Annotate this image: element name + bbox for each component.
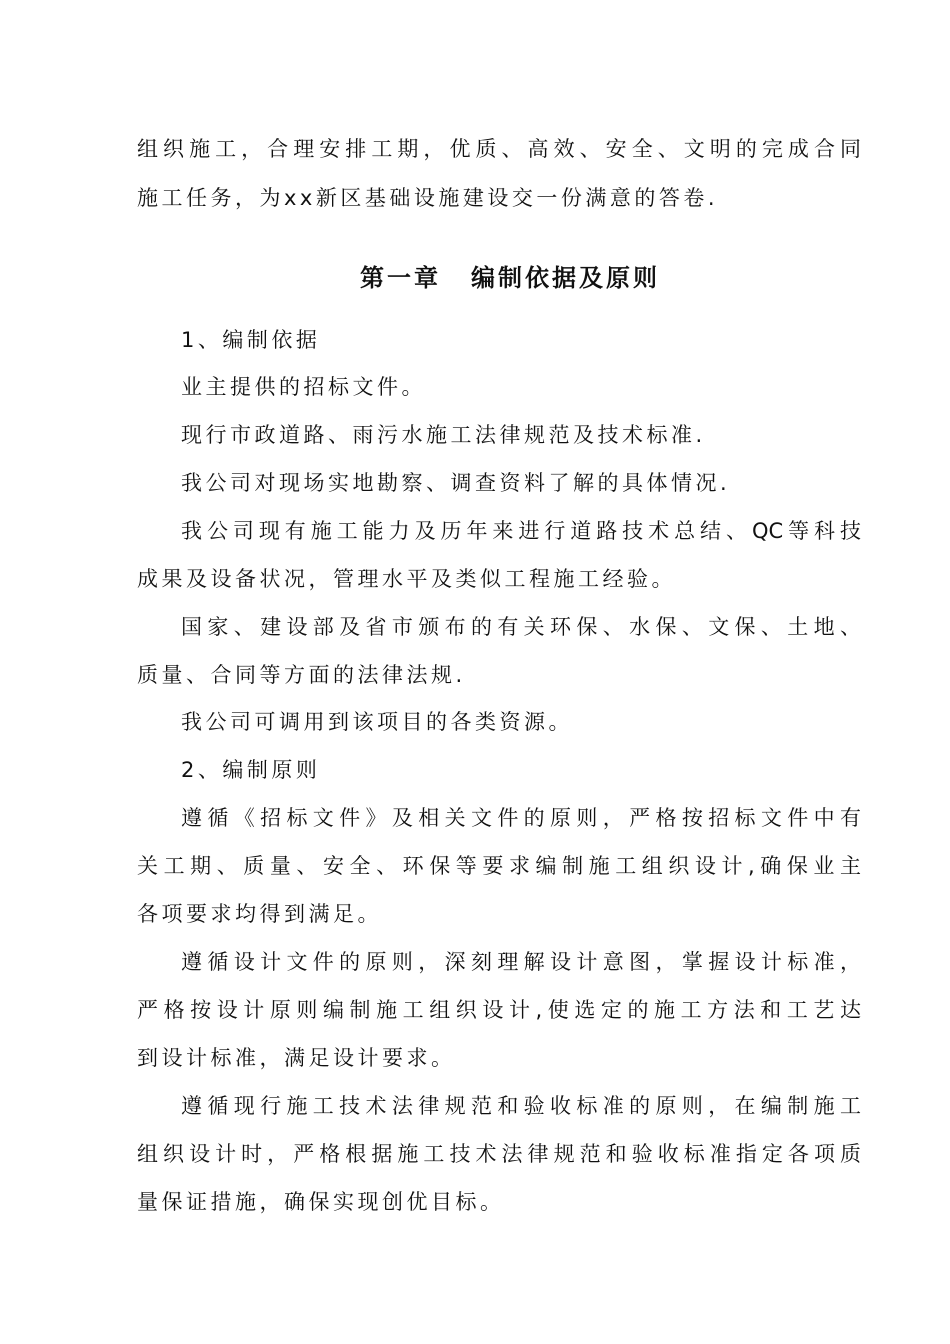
principle-paragraph-line: 严格按设计原则编制施工组织设计,使选定的施工方法和工艺达	[137, 998, 861, 1022]
principle-paragraph-line: 遵循《招标文件》及相关文件的原则，严格按招标文件中有	[181, 806, 861, 830]
intro-line-2: 施工任务，为xx新区基础设施建设交一份满意的答卷.	[137, 186, 719, 210]
basis-item: 现行市政道路、雨污水施工法律规范及技术标准.	[181, 423, 706, 447]
section-2-heading: 2、编制原则	[181, 758, 321, 782]
principle-paragraph-line: 遵循现行施工技术法律规范和验收标准的原则，在编制施工	[181, 1094, 861, 1118]
basis-item: 业主提供的招标文件。	[181, 375, 426, 399]
principle-paragraph-line: 到设计标准，满足设计要求。	[137, 1046, 456, 1070]
principle-paragraph-line: 组织设计时，严格根据施工技术法律规范和验收标准指定各项质	[137, 1142, 861, 1166]
principle-paragraph-line: 各项要求均得到满足。	[137, 902, 382, 926]
section-1-heading: 1、编制依据	[181, 328, 321, 352]
principle-paragraph-line: 关工期、质量、安全、环保等要求编制施工组织设计,确保业主	[137, 854, 861, 878]
principle-paragraph-line: 量保证措施，确保实现创优目标。	[137, 1190, 505, 1214]
basis-item-continued: 质量、合同等方面的法律法规.	[137, 663, 466, 687]
chapter-number: 第一章	[360, 264, 441, 292]
basis-item: 我公司对现场实地勘察、调查资料了解的具体情况.	[181, 471, 731, 495]
chapter-title	[0, 262, 950, 294]
basis-item: 我公司现有施工能力及历年来进行道路技术总结、QC等科技	[181, 519, 861, 543]
principle-paragraph-line: 遵循设计文件的原则，深刻理解设计意图，掌握设计标准，	[181, 950, 861, 974]
basis-item: 国家、建设部及省市颁布的有关环保、水保、文保、土地、	[181, 615, 861, 639]
intro-line-1: 组织施工，合理安排工期，优质、高效、安全、文明的完成合同	[137, 137, 861, 161]
basis-item: 我公司可调用到该项目的各类资源。	[181, 710, 573, 734]
basis-item-continued: 成果及设备状况，管理水平及类似工程施工经验。	[137, 567, 676, 591]
chapter-name: 编制依据及原则	[471, 264, 660, 292]
